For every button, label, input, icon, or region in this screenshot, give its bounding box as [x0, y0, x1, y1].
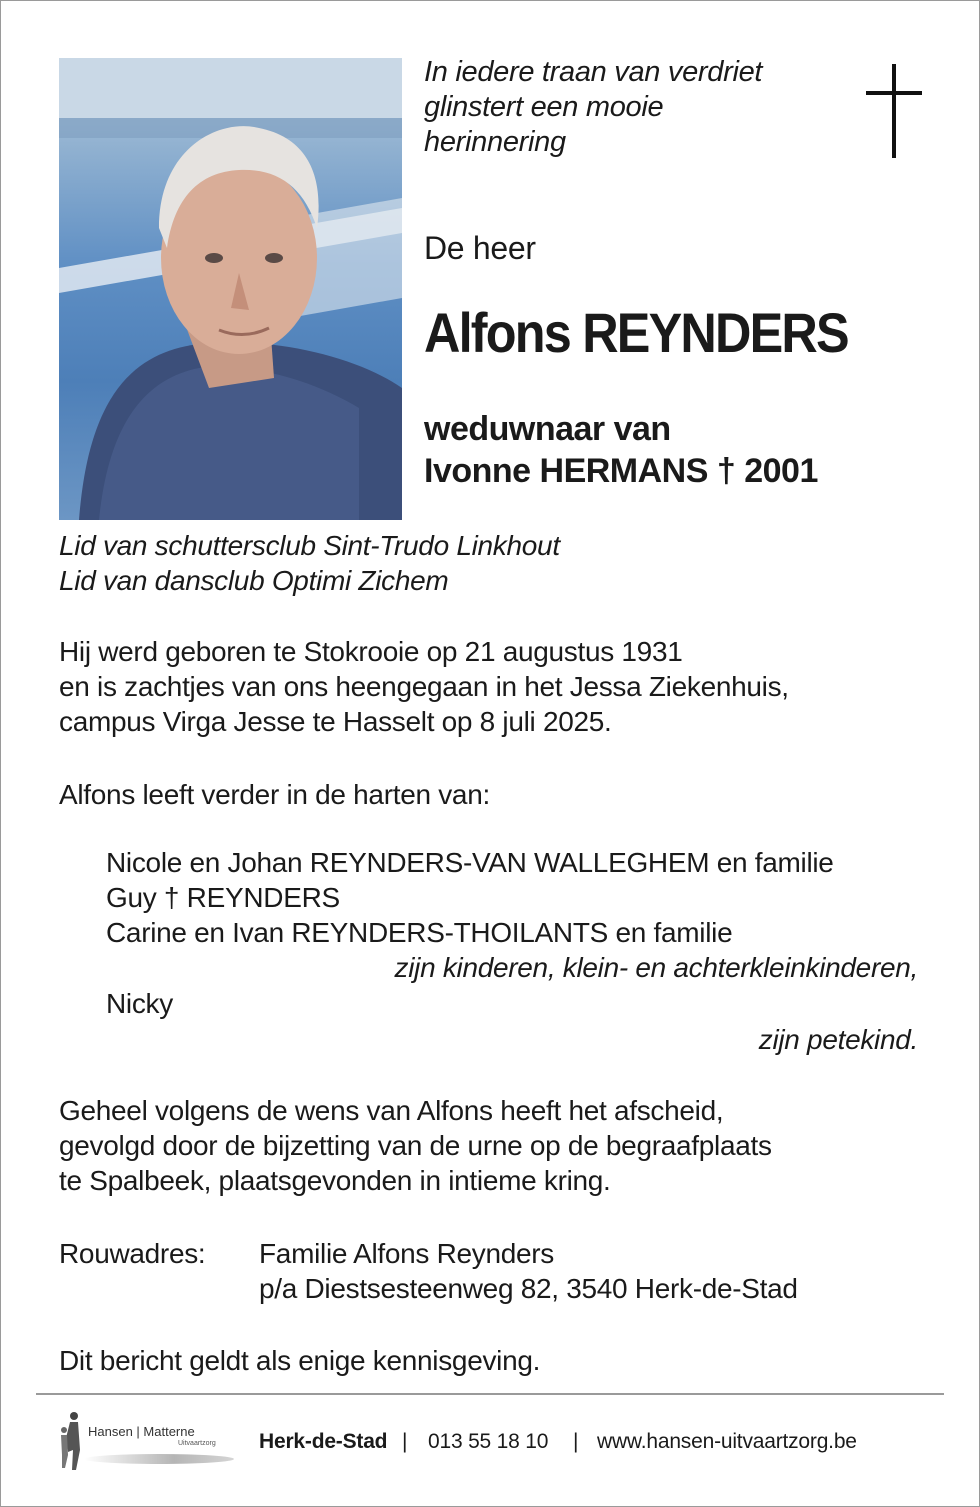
family-member: Carine en Ivan REYNDERS-THOILANTS en familie	[106, 917, 733, 948]
widow-of-label: weduwnaar van	[424, 410, 671, 448]
widow-of	[424, 408, 818, 492]
family-member: Nicole en Johan REYNDERS-VAN WALLEGHEM en familie	[106, 847, 834, 878]
membership-line: Lid van schuttersclub Sint-Trudo Linkhout	[59, 530, 560, 561]
godchild-role: zijn petekind.	[758, 1024, 918, 1055]
footer-divider	[36, 1393, 944, 1395]
address-line: Familie Alfons Reynders	[259, 1238, 555, 1269]
figures-icon	[56, 1410, 86, 1474]
family-member: Guy † REYNDERS	[106, 882, 340, 913]
quote-line: herinnering	[424, 126, 566, 158]
address-block	[259, 1236, 798, 1306]
address-label: Rouwadres:	[59, 1238, 206, 1269]
text-line: gevolgd door de bijzetting van de urne op de begraafplaats	[59, 1130, 772, 1161]
cross-icon	[866, 64, 922, 158]
funeral-home-logo	[56, 1410, 236, 1474]
quote-line: glinstert een mooie	[424, 91, 664, 123]
text-line: Geheel volgens de wens van Alfons heeft het afscheid,	[59, 1095, 724, 1126]
text-line: te Spalbeek, plaatsgevonden in intieme kring.	[59, 1165, 611, 1196]
footer-separator: |	[573, 1430, 579, 1453]
portrait-illustration	[59, 58, 402, 520]
deceased-name: Alfons REYNDERS	[424, 301, 848, 364]
logo-swoosh	[84, 1454, 234, 1464]
footer-city: Herk-de-Stad	[259, 1430, 388, 1453]
logo-subtitle: Uitvaartzorg	[178, 1440, 216, 1447]
farewell-paragraph	[59, 1093, 772, 1198]
portrait-photo	[59, 58, 402, 520]
godchild-name: Nicky	[106, 988, 173, 1019]
notice-text: Dit bericht geldt als enige kennisgeving.	[59, 1345, 541, 1376]
logo-name: Hansen | Matterne	[88, 1424, 195, 1439]
text-line: campus Virga Jesse te Hasselt op 8 juli 2025.	[59, 706, 612, 737]
family-role: zijn kinderen, klein- en achterkleinkinderen,	[394, 952, 918, 983]
text-line: en is zachtjes van ons heengegaan in het Jessa Ziekenhuis,	[59, 671, 789, 702]
text-line: Hij werd geboren te Stokrooie op 21 augustus 1931	[59, 636, 683, 667]
footer-website-link[interactable]: www.hansen-uitvaartzorg.be	[597, 1430, 857, 1453]
memberships	[59, 528, 560, 598]
address-line: p/a Diestsesteenweg 82, 3540 Herk-de-Stad	[259, 1273, 798, 1304]
membership-line: Lid van dansclub Optimi Zichem	[59, 565, 449, 596]
quote-line: In iedere traan van verdriet	[424, 56, 763, 88]
birth-death-paragraph	[59, 634, 789, 739]
footer-separator: |	[402, 1430, 408, 1453]
family-list	[106, 845, 834, 950]
footer-phone[interactable]: 013 55 18 10	[428, 1430, 549, 1453]
salutation: De heer	[424, 230, 536, 266]
memorial-quote	[424, 55, 762, 160]
survived-intro: Alfons leeft verder in de harten van:	[59, 779, 490, 810]
spouse-name: Ivonne HERMANS † 2001	[424, 452, 818, 490]
